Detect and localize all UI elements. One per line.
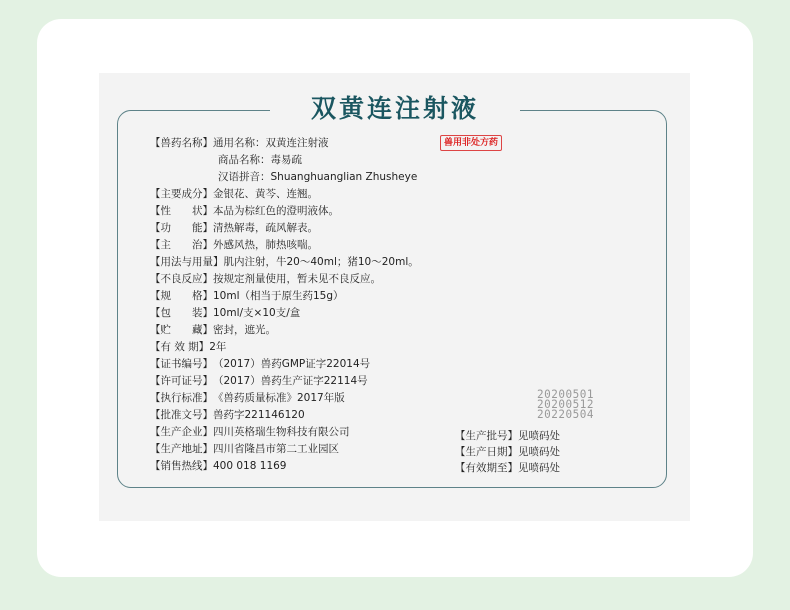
info-row	[150, 322, 276, 339]
field-label: 【生产企业】	[150, 426, 213, 438]
otc-badge: 兽用非处方药	[440, 135, 502, 151]
title-box	[270, 90, 520, 130]
field-value: 本品为棕红色的澄明液体。	[213, 205, 339, 217]
field-value: 10ml（相当于原生药15g）	[213, 290, 344, 302]
info-row	[150, 407, 305, 424]
field-value: 见喷码处	[518, 446, 560, 458]
field-value: 密封，遮光。	[213, 324, 276, 336]
info-row	[150, 390, 345, 407]
info-row	[150, 186, 318, 203]
field-label: 【销售热线】	[150, 460, 213, 472]
field-value: 四川省隆昌市第二工业园区	[213, 443, 339, 455]
field-value: 2年	[209, 341, 227, 353]
field-label: 【生产地址】	[150, 443, 213, 455]
field-label: 【有 效 期】	[150, 341, 210, 353]
field-value: 肌内注射，牛20～40ml；猪10～20ml。	[223, 256, 419, 268]
info-row	[150, 424, 350, 441]
field-value: 10ml/支×10支/盒	[213, 307, 301, 319]
info-row	[150, 237, 318, 254]
info-row	[150, 203, 339, 220]
field-label: 【兽药名称】	[150, 137, 213, 149]
info-row	[150, 288, 344, 305]
field-label: 【不良反应】	[150, 273, 213, 285]
field-label: 【批准文号】	[150, 409, 213, 421]
field-label: 【用法与用量】	[150, 256, 224, 268]
batch-code-line: 20220504	[537, 407, 594, 422]
field-value: 清热解毒，疏风解表。	[213, 222, 318, 234]
production-row	[455, 460, 560, 477]
field-value: 金银花、黄芩、连翘。	[213, 188, 318, 200]
field-value: 四川英格瑞生物科技有限公司	[213, 426, 350, 438]
production-row	[455, 428, 560, 445]
info-row	[218, 169, 417, 186]
field-label: 【包 装】	[150, 307, 213, 319]
field-value: 见喷码处	[518, 430, 560, 442]
field-value: 400 018 1169	[213, 460, 287, 472]
field-label: 【证书编号】	[150, 358, 213, 370]
field-value: 按规定剂量使用，暂未见不良反应。	[213, 273, 381, 285]
field-value: 兽药字221146120	[213, 409, 305, 421]
production-row	[455, 444, 560, 461]
field-value: 汉语拼音：Shuanghuanglian Zhusheye	[218, 171, 418, 183]
info-row	[150, 339, 226, 356]
product-title: 双黄连注射液	[310, 94, 479, 123]
field-value: 见喷码处	[518, 462, 560, 474]
field-label: 【生产批号】	[455, 430, 518, 442]
field-value: 商品名称：毒易疏	[218, 154, 302, 166]
info-row	[150, 356, 370, 373]
info-row	[150, 254, 419, 271]
field-value: 《兽药质量标准》2017年版	[213, 392, 345, 404]
field-value: （2017）兽药生产证字22114号	[213, 375, 368, 387]
info-row	[150, 441, 339, 458]
field-label: 【许可证号】	[150, 375, 213, 387]
field-value: （2017）兽药GMP证字22014号	[213, 358, 371, 370]
field-label: 【功 能】	[150, 222, 213, 234]
info-row	[150, 373, 368, 390]
info-row	[150, 458, 286, 475]
info-row	[150, 135, 329, 152]
field-label: 【贮 藏】	[150, 324, 213, 336]
info-row	[150, 220, 318, 237]
info-row	[218, 152, 302, 169]
field-label: 【主 治】	[150, 239, 213, 251]
field-label: 【有效期至】	[455, 462, 518, 474]
field-value: 外感风热，肺热咳喘。	[213, 239, 318, 251]
field-value: 通用名称：双黄连注射液	[213, 137, 329, 149]
field-label: 【主要成分】	[150, 188, 213, 200]
info-row	[150, 305, 300, 322]
batch-code-line: 20200501	[537, 387, 594, 402]
batch-code-print	[537, 387, 594, 422]
field-label: 【性 状】	[150, 205, 213, 217]
field-label: 【规 格】	[150, 290, 213, 302]
field-label: 【执行标准】	[150, 392, 213, 404]
field-label: 【生产日期】	[455, 446, 518, 458]
batch-code-line: 20200512	[537, 397, 594, 412]
info-row	[150, 271, 381, 288]
